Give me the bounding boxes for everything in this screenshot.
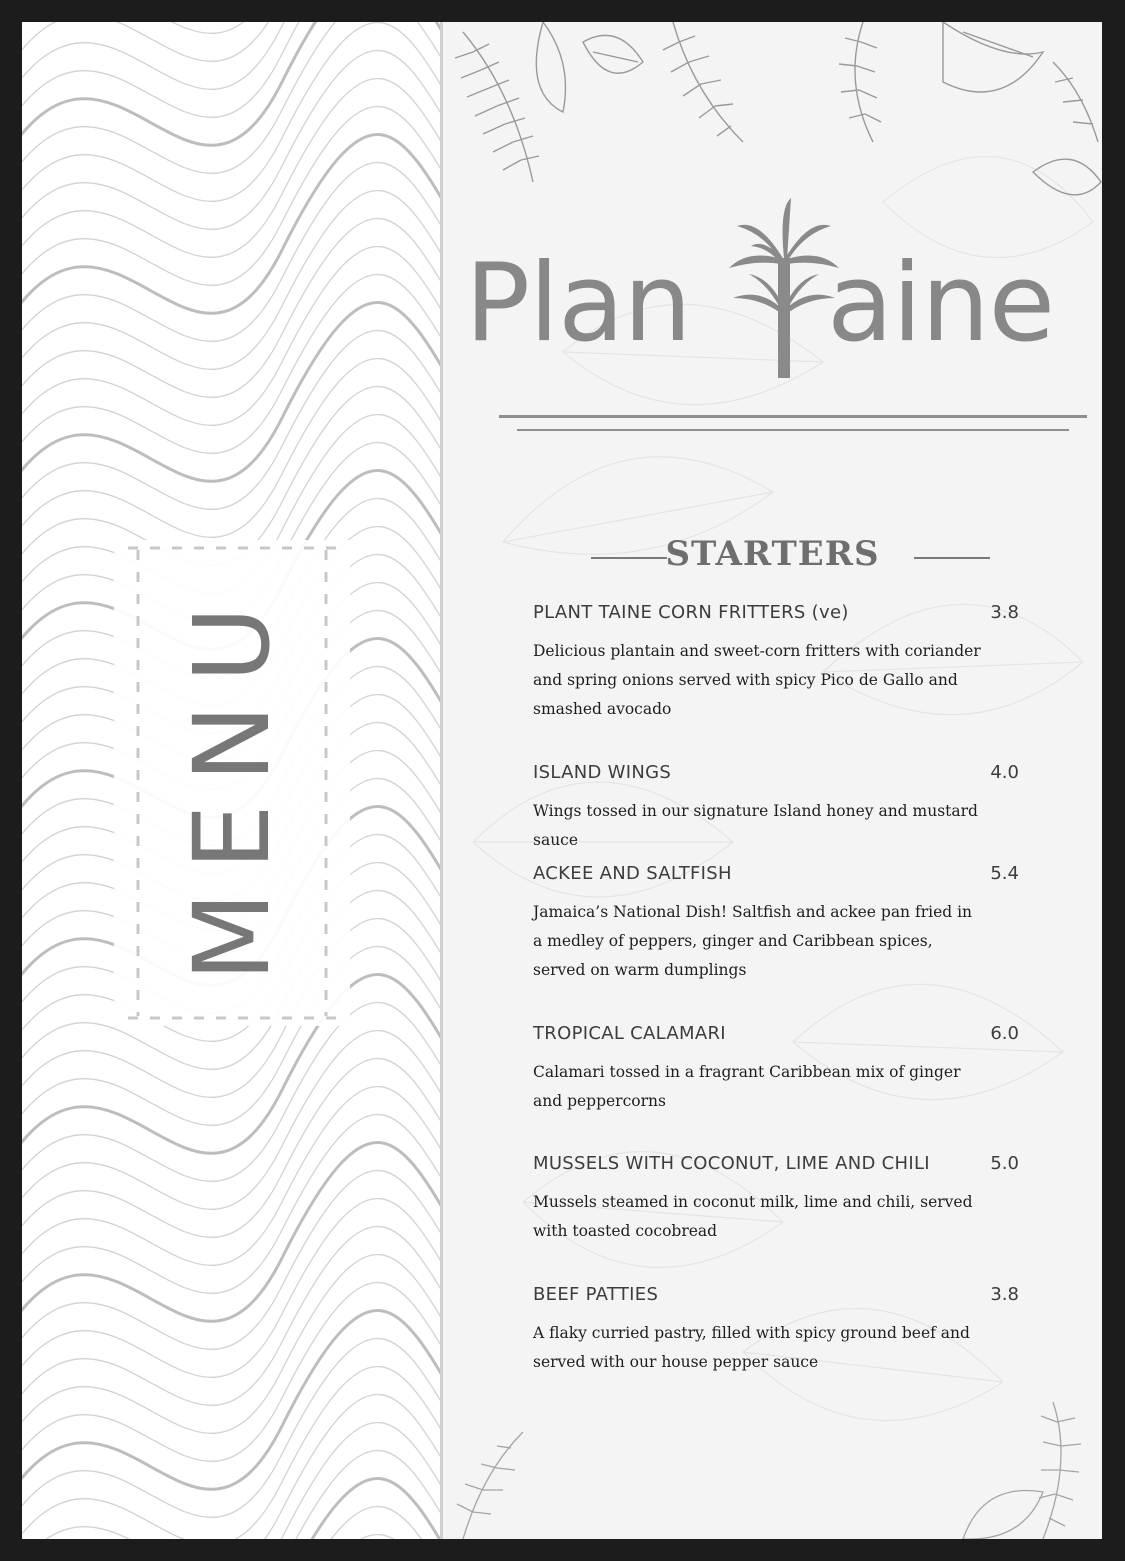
item-name: MUSSELS WITH COCONUT, LIME AND CHILI: [533, 1153, 930, 1174]
item-price: 5.4: [990, 863, 1019, 884]
wave-line: [22, 1002, 440, 1198]
item-description: Wings tossed in our signature Island honey and mustard sauce: [533, 802, 978, 849]
palm-tree-icon: [729, 198, 839, 378]
item-price: 6.0: [990, 1023, 1019, 1044]
item-price: 5.0: [990, 1153, 1019, 1174]
menu-item: [533, 1284, 1019, 1377]
wave-line: [22, 1478, 440, 1539]
wave-line: [22, 1254, 440, 1450]
bottom-fern-cluster: [457, 1402, 1081, 1539]
item-description: Calamari tossed in a fragrant Caribbean mix of ginger and peppercorns: [533, 1063, 961, 1110]
wave-line: [22, 1310, 440, 1506]
menu-page: [22, 22, 1102, 1539]
wave-line: [22, 302, 440, 498]
wave-line: [22, 1086, 440, 1282]
wave-line: [22, 246, 440, 442]
item-name: BEEF PATTIES: [533, 1284, 659, 1305]
item-description: Jamaica’s National Dish! Saltfish and ackee pan fried in a medley of peppers, ginger and Caribbean spices, served on warm dumplings: [533, 903, 973, 979]
wave-line: [22, 162, 440, 358]
wave-line: [22, 218, 440, 414]
wave-line: [22, 1170, 440, 1366]
item-name: TROPICAL CALAMARI: [533, 1023, 726, 1044]
wave-line: [22, 1226, 440, 1422]
menu-item: [533, 1023, 1019, 1116]
wave-line: [22, 50, 440, 246]
wave-line: [22, 22, 440, 50]
menu-item: [533, 1153, 1019, 1246]
wave-line: [22, 22, 440, 218]
heading-dash-right: [914, 557, 990, 559]
wave-line: [22, 134, 440, 330]
item-description: Mussels steamed in coconut milk, lime and chili, served with toasted cocobread: [533, 1193, 973, 1240]
section-heading: [443, 534, 1102, 574]
menu-item: [533, 602, 1019, 724]
restaurant-logo: [465, 238, 1085, 378]
wave-line: [22, 1030, 440, 1226]
wave-line: [22, 1338, 440, 1534]
logo-text-right: aine: [827, 241, 1055, 366]
divider-rule-lower: [517, 429, 1069, 431]
menu-item: [533, 863, 1019, 985]
top-fern-cluster: [455, 22, 1101, 195]
item-name: ACKEE AND SALTFISH: [533, 863, 732, 884]
wave-line: [22, 1142, 440, 1338]
item-description: A flaky curried pastry, filled with spicy ground beef and served with our house pepper sauce: [533, 1324, 970, 1371]
logo-text-left: Plan: [465, 241, 691, 366]
wave-line: [22, 1198, 440, 1394]
decorative-side-panel: [22, 22, 440, 1539]
divider-rule-upper: [499, 415, 1087, 418]
wave-line: [22, 1450, 440, 1539]
wave-line: [22, 1534, 440, 1539]
menu-content-panel: [443, 22, 1102, 1539]
wave-line: [22, 22, 440, 106]
item-name: PLANT TAINE CORN FRITTERS (ve): [533, 602, 849, 623]
item-name: ISLAND WINGS: [533, 762, 672, 783]
wave-line: [22, 358, 440, 554]
wave-line: [22, 1394, 440, 1539]
menu-label-box: [114, 540, 350, 1026]
item-price: 4.0: [990, 762, 1019, 783]
item-price: 3.8: [990, 1284, 1019, 1305]
item-description: Delicious plantain and sweet-corn fritters with coriander and spring onions served with spicy Pico de Gallo and smashed avocado: [533, 642, 981, 718]
item-price: 3.8: [990, 602, 1019, 623]
wave-line: [22, 78, 440, 274]
menu-item: [533, 762, 1019, 855]
menu-vertical-title: MENU: [171, 584, 293, 982]
section-title: STARTERS: [665, 534, 880, 574]
wave-line: [22, 330, 440, 526]
wave-line: [22, 190, 440, 386]
wave-line: [22, 1422, 440, 1539]
wave-line: [22, 1058, 440, 1254]
